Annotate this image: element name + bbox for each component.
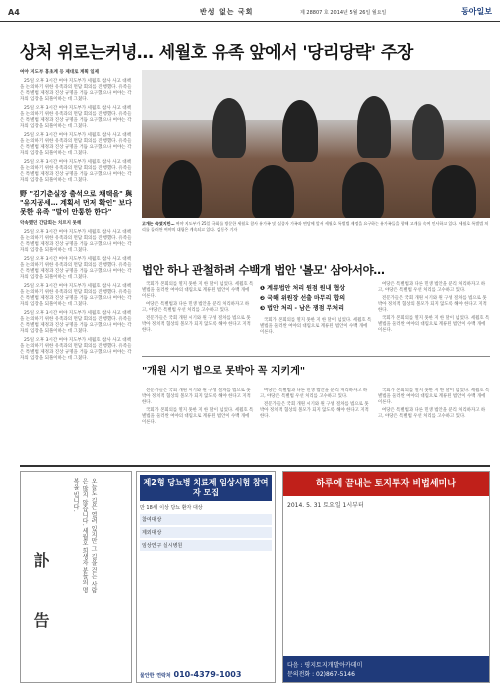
col2-para: 국회가 본회의를 열지 못한 지 한 달이 넘었다. 세월호 특별법을 둘러싼 여야의 대립으로 계류된 법안이 수백 개에 이른다.: [260, 318, 372, 335]
trial-subtitle: 만 18세 이상 당뇨 환자 대상: [140, 505, 203, 511]
text-column-1: [142, 282, 254, 336]
left-body-3: 25일 오후 3시간 여야 지도부가 세월호 참사 사고 대책을 논의하기 위한 유족과의 면담 회의를 진행했다. 유족들은 특별법 제정과 진상 규명을 거듭 요구했으나 여야는 각자의 입장을 되풀이하는 데 그쳤다.: [20, 133, 132, 156]
text-column-4: [142, 388, 254, 460]
left-body: 25일 오후 3시간 여야 지도부가 세월호 참사 사고 대책을 논의하기 위한 유족과의 면담 회의를 진행했다. 유족들은 특별법 제정과 진상 규명을 거듭 요구했으나 여야는 각자의 입장을 되풀이하는 데 그쳤다.: [20, 79, 132, 102]
left-body-6: 25일 오후 3시간 여야 지도부가 세월호 참사 사고 대책을 논의하기 위한 유족과의 면담 회의를 진행했다. 유족들은 특별법 제정과 진상 규명을 거듭 요구했으나 여야는 각자의 입장을 되풀이하는 데 그쳤다.: [20, 257, 132, 280]
points-list: [260, 284, 372, 314]
photo-person: [252, 165, 294, 218]
text-column-2: [260, 282, 372, 338]
col1-para: 전문가들은 국회 개원 시기와 원 구성 절차를 법으로 못박아 정치적 협상의 볼모가 되지 않도록 해야 한다고 지적한다.: [142, 316, 251, 333]
obituary-glyph: 訃: [31, 552, 50, 568]
mid-headline: 법안 하나 관철하려 수백개 법안 '볼모' 삼아서야…: [142, 263, 385, 277]
page-number: A4: [8, 8, 20, 17]
left-body-5: 25일 오후 3시간 여야 지도부가 세월호 참사 사고 대책을 논의하기 위한 유족과의 면담 회의를 진행했다. 유족들은 특별법 제정과 진상 규명을 거듭 요구했으나 여야는 각자의 입장을 되풀이하는 데 그쳤다.: [20, 230, 132, 253]
text-column-5: [260, 388, 372, 460]
seminar-organizer: 다음 : 평지토지개발아카데미: [287, 662, 363, 669]
photo-person: [412, 104, 444, 160]
text-column-6: [378, 388, 490, 460]
issue-info: 제 28807 호 2014년 5월 26일 월요일: [300, 10, 387, 16]
section-title: 반성 없는 국회: [200, 8, 254, 16]
obituary-body: 오늘도 길은 열려 있지만 그 길을 걷는 사람은 많지 않습니다. 세월호 희생자 분들의 명복을 빕니다.: [72, 478, 97, 594]
photo-person: [357, 96, 391, 158]
clinical-trial-ad: [136, 471, 276, 683]
trial-title: 제2형 당뇨병 치료제 임상시험 참여자 모집: [140, 475, 272, 501]
left-body-7: 25일 오후 3시간 여야 지도부가 세월호 참사 사고 대책을 논의하기 위한 유족과의 면담 회의를 진행했다. 유족들은 특별법 제정과 진상 규명을 거듭 요구했으나 여야는 각자의 입장을 되풀이하는 데 그쳤다.: [20, 284, 132, 307]
trial-item: 제외대상: [140, 527, 272, 538]
col5-para: 여당은 특별법과 다른 민생 법안을 분리 처리하자고 하고, 야당은 특별법 우선 처리를 고수하고 있다.: [260, 388, 368, 399]
obituary-ad: [20, 471, 132, 683]
obituary-glyph: 告: [31, 612, 50, 628]
col3-para: 여당은 특별법과 다른 민생 법안을 분리 처리하자고 하고, 야당은 특별법 우선 처리를 고수하고 있다.: [378, 282, 486, 293]
ads-section: [20, 465, 490, 685]
photo-person: [432, 165, 476, 218]
col3-para: 전문가들은 국회 개원 시기와 원 구성 절차를 법으로 못박아 정치적 협상의 볼모가 되지 않도록 해야 한다고 지적한다.: [378, 296, 487, 313]
col1-para: 국회가 본회의를 열지 못한 지 한 달이 넘었다. 세월호 특별법을 둘러싼 여야의 대립으로 계류된 법안이 수백 개에 이른다.: [142, 282, 254, 299]
col6-para: 여당은 특별법과 다른 민생 법안을 분리 처리하자고 하고, 야당은 특별법 우선 처리를 고수하고 있다.: [378, 408, 486, 419]
seminar-date: 2014. 5. 31 토요일 1시부터: [287, 502, 364, 509]
photo-person: [212, 98, 246, 158]
left-body-9: 25일 오후 3시간 여야 지도부가 세월호 참사 사고 대책을 논의하기 위한 유족과의 면담 회의를 진행했다. 유족들은 특별법 제정과 진상 규명을 거듭 요구했으나 여야는 각자의 입장을 되풀이하는 데 그쳤다.: [20, 338, 132, 361]
point-item: ❶ 계류법안 처리 원점 원내 협상: [260, 285, 346, 292]
col3-para: 국회가 본회의를 열지 못한 지 한 달이 넘었다. 세월호 특별법을 둘러싼 여야의 대립으로 계류된 법안이 수백 개에 이른다.: [378, 316, 490, 333]
left-subhead-2: 악속했던 간담회는 치르지 못해: [20, 221, 82, 226]
col4-para: 전문가들은 국회 개원 시기와 원 구성 절차를 법으로 못박아 정치적 협상의 볼모가 되지 않도록 해야 한다고 지적한다.: [142, 388, 251, 405]
newspaper-logo: 동아일보: [461, 7, 492, 16]
col5-para: 전문가들은 국회 개원 시기와 원 구성 절차를 법으로 못박아 정치적 협상의 볼모가 되지 않도록 해야 한다고 지적한다.: [260, 402, 369, 419]
photo-person: [342, 162, 384, 218]
caption-title: 고개는 숙였지만…: [142, 221, 175, 226]
phone-label: 물안한 연락처: [140, 673, 171, 679]
text-column-3: [378, 282, 490, 336]
trial-item: 임상연구 실시병원: [140, 540, 272, 551]
trial-phone: [140, 670, 272, 679]
col1-para: 여당은 특별법과 다른 민생 법안을 분리 처리하자고 하고, 야당은 특별법 우선 처리를 고수하고 있다.: [142, 302, 250, 313]
seminar-ad: [282, 471, 490, 683]
col4-para: 국회가 본회의를 열지 못한 지 한 달이 넘었다. 세월호 특별법을 둘러싼 여야의 대립으로 계류된 법안이 수백 개에 이른다.: [142, 408, 254, 425]
phone-number: 010-4379-1003: [173, 670, 242, 679]
caption-text: 여야 지도부가 25일 국회를 방문한 세월호 참사 유가족 및 실종자 가족과 면담에 앞서 세월호 특별법 제정을 요구하는 유가족들을 향해 고개를 숙여 인사하고 있다. 세월호 특별법 처리를 둘러싼 여야의 대립은 계속되고 있다. 김동주 기자: [142, 221, 489, 232]
photo-person: [162, 160, 202, 218]
news-photo: [142, 70, 490, 218]
left-subhead: 野 "김기춘실장 출석으로 채택을" 與 "유지공세… 계획서 먼저 확인" 보다못한 유족 "말이 안통한 한다": [20, 190, 133, 216]
trial-item: 참여대상: [140, 514, 272, 525]
left-body-8: 25일 오후 3시간 여야 지도부가 세월호 참사 사고 대책을 논의하기 위한 유족과의 면담 회의를 진행했다. 유족들은 특별법 제정과 진상 규명을 거듭 요구했으나 여야는 각자의 입장을 되풀이하는 데 그쳤다.: [20, 311, 132, 334]
col6-para: 국회가 본회의를 열지 못한 지 한 달이 넘었다. 세월호 특별법을 둘러싼 여야의 대립으로 계류된 법안이 수백 개에 이른다.: [378, 388, 490, 405]
divider: [142, 356, 490, 357]
point-item: ❷ 국해 위원장 선출 마무리 합의: [260, 295, 346, 302]
left-body-2: 25일 오후 3시간 여야 지도부가 세월호 참사 사고 대책을 논의하기 위한 유족과의 면담 회의를 진행했다. 유족들은 특별법 제정과 진상 규명을 거듭 요구했으나 여야는 각자의 입장을 되풀이하는 데 그쳤다.: [20, 106, 132, 129]
photo-caption: [142, 221, 490, 232]
pull-quote: "개원 시기 법으로 못박아 꼭 지키게": [142, 366, 306, 377]
left-byline: 여야 지도부 홍초계 등 제대로 계획 일제: [20, 70, 99, 75]
left-body-4: 25일 오후 3시간 여야 지도부가 세월호 참사 사고 대책을 논의하기 위한 유족과의 면담 회의를 진행했다. 유족들은 특별법 제정과 진상 규명을 거듭 요구했으나 여야는 각자의 입장을 되풀이하는 데 그쳤다.: [20, 160, 132, 183]
point-item: ❸ 법안 처리 - 남은 쟁점 무처리: [260, 305, 344, 312]
seminar-tel: 문의전화 : 02)867-5146: [287, 671, 355, 678]
seminar-footer: [283, 656, 489, 682]
page-header: [0, 0, 500, 22]
main-headline: 상처 위로는커녕… 세월호 유족 앞에서 '당리당략' 주장: [20, 43, 413, 63]
seminar-banner: 하루에 끝내는 토지투자 비법세미나: [283, 472, 489, 496]
left-column: [20, 70, 135, 365]
photo-person: [282, 100, 318, 162]
